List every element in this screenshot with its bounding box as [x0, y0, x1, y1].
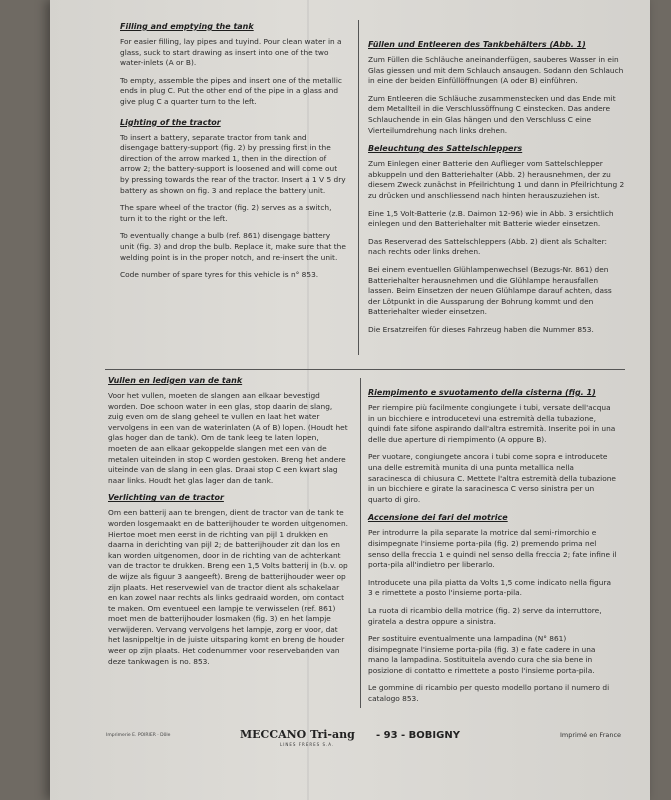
paragraph: Om een batterij aan te brengen, dient de tractor van de tank te worden losgemaakt en de batterijhouder te worden uitgenomen. Hiertoe moet men eerst in de richting van pijl 1 drukken en daarna in derichting van pijl 2; de batterijhouder zit dan los en kan worden uitgenomen, door in de richting van de achterkant van de tractor te drukken. Breng een 1,5 Volts batterij in (b.v. op de wijze als figuur 3 aangeeft). Breng de batterijhouder weer op zijn plaats. Het reservewiel van de tractor dient als schakelaar en kan zowel naar rechts als links gedraaid worden, om contact te maken. Om eventueel een lampje te verwisselen (ref. 861) moet men de batterijhouder losmaken (fig. 3) en het lampje verwijderen. Vervang vervolgens het lampje, zorg er voor, dat het lasnippeltje in de juiste uitsparing komt en breng de houder weer op zijn plaats. Het codenummer voor reservebanden van deze tankwagen is no. 853.: [108, 508, 348, 666]
paragraph: Zum Entleeren die Schläuche zusammenstecken und das Ende mit dem Metallteil in die Verschlussöffnung C einstecken. Das andere Schlauchende in ein Glas hängen und den Verschluss C eine Vierteilumdrehung nach links drehen.: [368, 93, 616, 135]
paragraph: Per vuotare, congiungete ancora i tubi come sopra e introducete una delle estremità munita di una punta metallica nella saracinesca di chiusura C. Mettete l'altra estremità della tubazione in un bicchiere e girate la saracinesca C verso sinistra per un quarto di giro.: [368, 452, 616, 504]
heading-verlichting: Verlichting van de tractor: [108, 493, 224, 503]
paragraph: Eine 1,5 Volt-Batterie (z.B. Daimon 12-96) wie in Abb. 3 ersichtlich einlegen und den Batteriehalter mit Batterie wieder einsetzen.: [368, 208, 614, 229]
german-column: [368, 40, 626, 342]
section-divider: [105, 369, 625, 370]
paragraph: For easier filling, lay pipes and tuyind. Pour clean water in a glass, suck to start drawing as insert into one of the two water-inlets (A or B).: [120, 37, 342, 68]
paragraph: Die Ersatzreifen für dieses Fahrzeug haben die Nummer 853.: [368, 324, 594, 334]
paragraph: Voor het vullen, moeten de slangen aan elkaar bevestigd worden. Doe schoon water in een glas, stop daarin de slang, zuig even om de slang geheel te vullen en laat het water vervolgens in een van de waterinlaten (A of B) lopen. (Houdt het glas hoger dan de tank). Om de tank leeg te laten lopen, moeten de aan elkaar gekoppelde slangen met een van de metalen uiteinden in stop C worden gestoken. Breng het andere uiteinde van de slang in een glas. Draai stop C een kwart slag naar links. Houdt het glas lager dan de tank.: [108, 391, 348, 485]
heading-riempimento: Riempimento e svuotamento della cisterna (fig. 1): [368, 388, 596, 397]
printer-credit: Imprimerie E. POIRIER · Dôle: [106, 733, 171, 738]
italian-column: [368, 388, 618, 712]
paragraph: Per sostituire eventualmente una lampadina (N° 861) disimpegnate l'insieme porta-pila (fig. 3) e fate cadere in una mano la lampadina. Sostituitela avendo cura che sia bene in posizione di contatto e rimettete a posto l'insieme porta-pila.: [368, 634, 596, 675]
heading-filling: Filling and emptying the tank: [120, 22, 254, 31]
printed-in: Imprimé en France: [560, 731, 622, 739]
paragraph: To insert a battery, separate tractor from tank and disengage battery-support (fig. 2) by pressing first in the direction of the arrow marked 1, then in the direction of arrow 2; the battery-support is loosened and will come out by pressing towards the rear of the tractor. Insert a 1 V 5 dry battery as shown on fig. 3 and replace the battery unit.: [120, 132, 346, 195]
paragraph: Das Reserverad des Sattelschleppers (Abb. 2) dient als Schalter: nach rechts oder links drehen.: [368, 236, 607, 257]
brand-subtitle: LINES FRERES S.A.: [280, 742, 335, 747]
paragraph: Bei einem eventuellen Glühlampenwechsel (Bezugs-Nr. 861) den Batteriehalter herausnehmen und die Glühlampe herausfallen lassen. Beim Einsetzen der neuen Glühlampe darauf achten, dass der Lötpunkt in die Aussparung der Bohrung kommt und den Batteriehalter wieder einsetzen.: [368, 264, 612, 317]
paragraph: Zum Einlegen einer Batterie den Auflieger vom Sattelschlepper abkuppeln und den Batteriehalter (Abb. 2) herausnehmen, der zu diesem Zweck zunächst in Pfeilrichtung 1 und dann in Pfeilrichtung 2 zu drücken und anschliessend nach hinten herauszuziehen ist.: [368, 159, 625, 200]
paragraph: Zum Füllen die Schläuche aneinanderfügen, sauberes Wasser in ein Glas giessen und mit dem Schlauch ansaugen. Sodann den Schlauch in eine der beiden Einfüllöffnungen (A oder B) einführen.: [368, 55, 624, 86]
heading-beleuchtung: Beleuchtung des Sattelschleppers: [368, 144, 523, 154]
instruction-sheet: [50, 0, 650, 800]
paragraph: Le gommine di ricambio per questo modello portano il numero di catalogo 853.: [368, 683, 610, 704]
paragraph: Introducete una pila piatta da Volts 1,5 come indicato nella figura 3 e rimettete a posto l'insieme porta-pila.: [368, 577, 611, 598]
english-column: [120, 22, 346, 288]
heading-fuellen: Füllen und Entleeren des Tankbehälters (Abb. 1): [368, 40, 586, 49]
dutch-column: [108, 376, 348, 674]
heading-lighting: Lighting of the tractor: [120, 117, 221, 127]
brand-logo: MECCANO Tri-ang: [240, 728, 355, 741]
heading-accensione: Accensione dei fari del motrice: [368, 513, 508, 523]
address: - 93 - BOBIGNY: [376, 730, 460, 741]
paragraph: To eventually change a bulb (ref. 861) disengage battery unit (fig. 3) and drop the bulb. Replace it, make sure that the welding point is in the proper notch, and re-insert the unit.: [120, 231, 346, 262]
paragraph: To empty, assemble the pipes and insert one of the metallic ends in plug C. Put the other end of the pipe in a glass and give plug C a quarter turn to the left.: [120, 75, 342, 106]
column-divider-top: [358, 20, 359, 355]
paragraph: The spare wheel of the tractor (fig. 2) serves as a switch, turn it to the right or the left.: [120, 203, 332, 223]
paragraph: La ruota di ricambio della motrice (fig. 2) serve da interruttore, giratela a destra oppure a sinistra.: [368, 605, 602, 626]
heading-vullen: Vullen en ledigen van de tank: [108, 376, 243, 385]
paragraph: Per introdurre la pila separate la motrice dal semi-rimorchio e disimpegnate l'insieme porta-pila (fig. 2) premendo prima nel senso della freccia 1 e quindi nel senso della freccia 2; fate infine il porta-pila all'indietro per liberarlo.: [368, 528, 617, 570]
paragraph: Per riempire più facilmente congiungete i tubi, versate dell'acqua in un bicchiere e introducetevi una estremità della tubazione, quindi fate sifone aspirando dall'altra estremità. Inserite poi in una delle due aperture di riempimento (A oppure B).: [368, 403, 616, 444]
paragraph: Code number of spare tyres for this vehicle is n° 853.: [120, 270, 319, 280]
column-divider-bottom: [360, 378, 361, 708]
